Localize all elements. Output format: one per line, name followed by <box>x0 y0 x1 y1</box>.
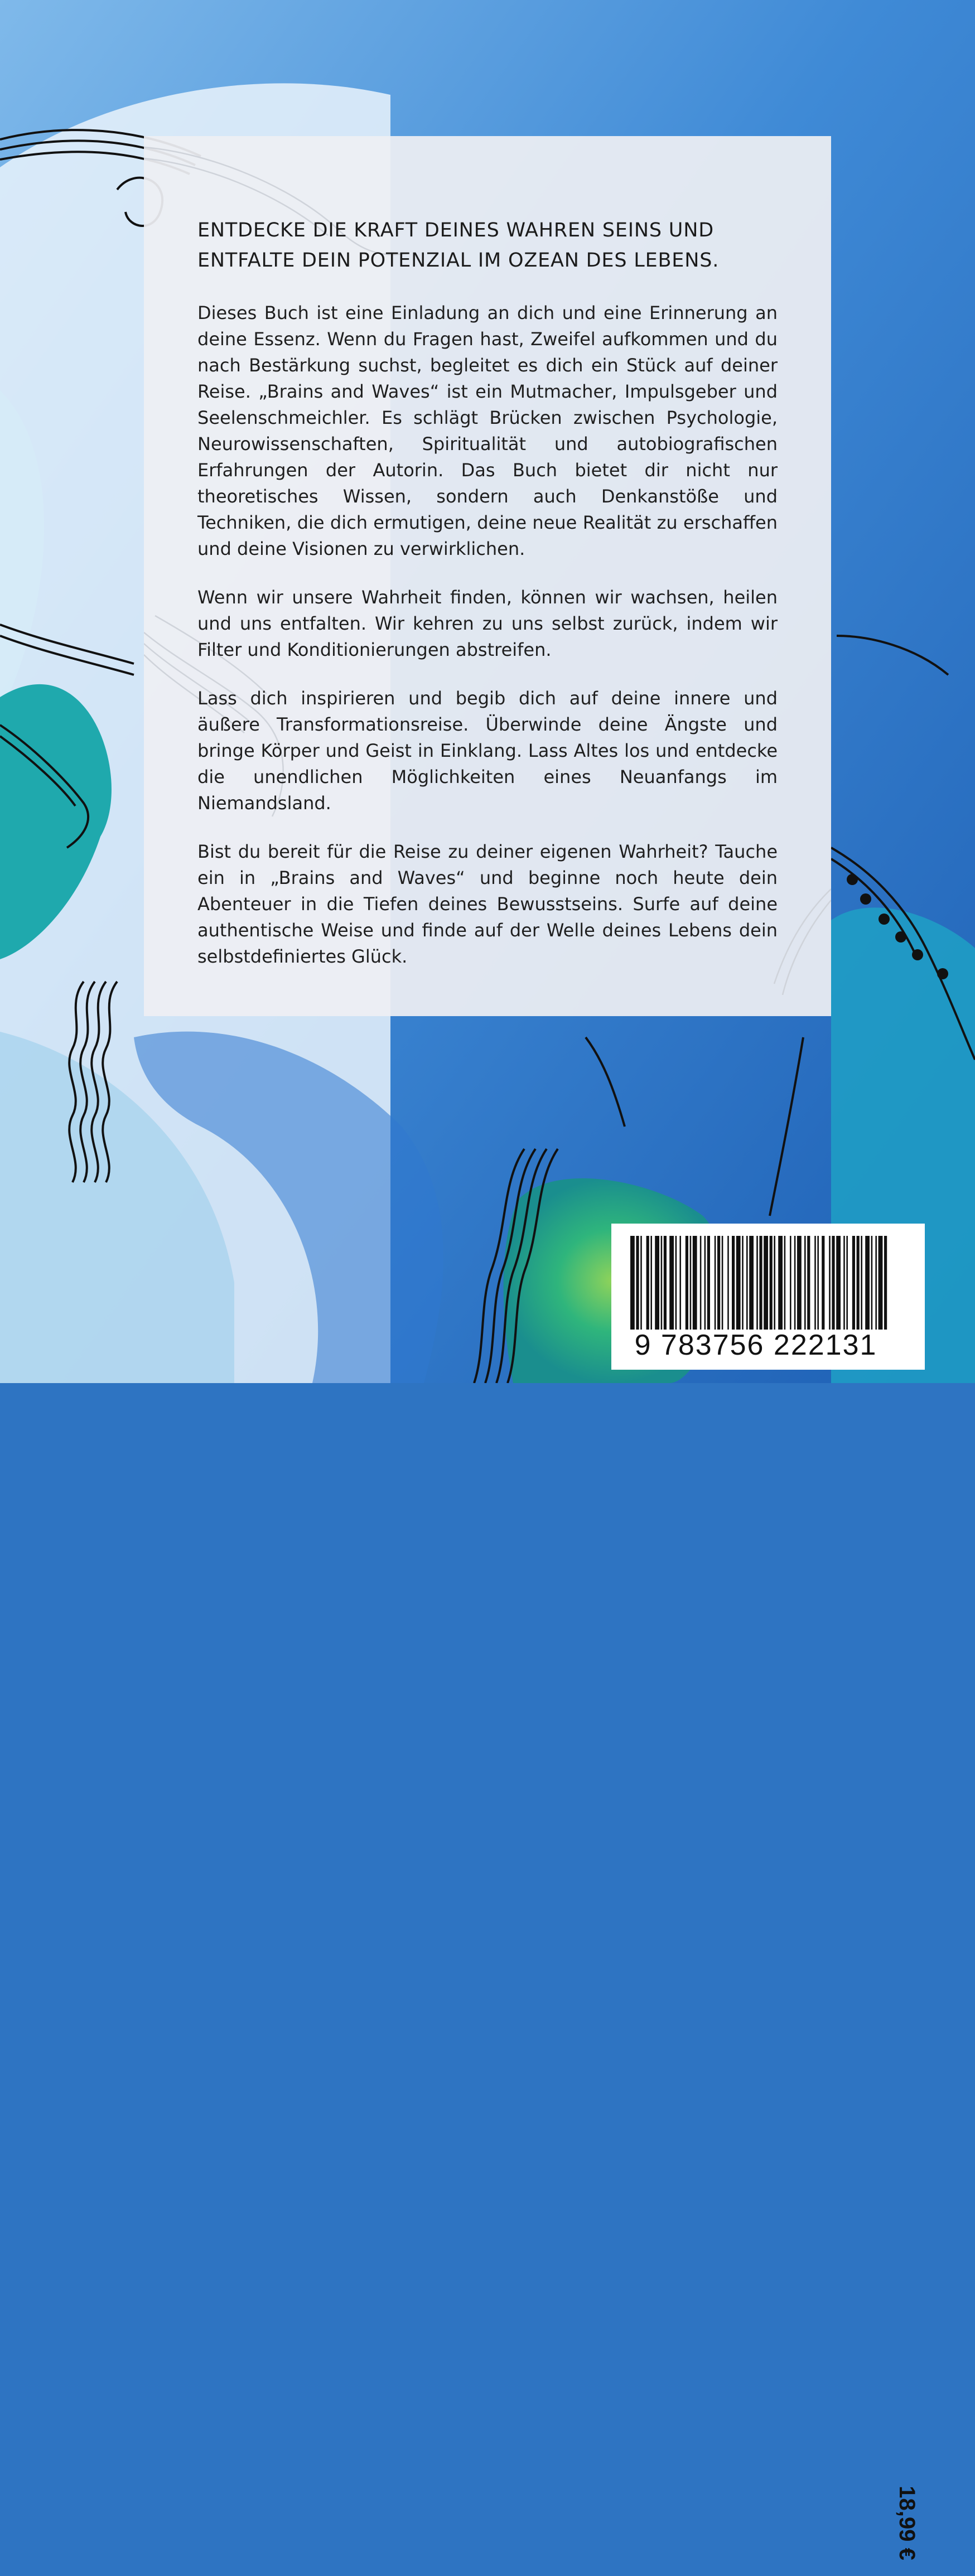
barcode-bar <box>690 1236 692 1330</box>
barcode-bar <box>715 1236 716 1330</box>
barcode-bar <box>736 1236 741 1330</box>
blurb-paragraph-4: Bist du bereit für die Reise zu deiner eigenen Wahrheit? Tauche ein in „Brains and Waves“ und beginne noch heute dein Abenteuer in die Tiefen deines Bewusstseins. Surfe auf deine authentische Weise und finde auf der Welle deines Lebens dein selbstdefiniertes Glück. <box>197 841 778 967</box>
barcode-bar <box>669 1236 674 1330</box>
barcode-bar <box>865 1236 870 1330</box>
barcode-bar <box>707 1236 710 1330</box>
barcode-bar <box>630 1236 635 1330</box>
isbn-digits: 9 783756 222131 <box>634 1329 877 1361</box>
barcode-bar <box>679 1236 681 1330</box>
barcode-bar <box>836 1236 841 1330</box>
barcode-label <box>611 1224 925 2560</box>
barcode-bar <box>749 1236 754 1330</box>
barcode-bar <box>722 1236 723 1330</box>
barcode-bar <box>852 1236 855 1330</box>
barcode-bar <box>700 1236 702 1330</box>
barcode-bar <box>829 1236 831 1330</box>
barcode-bar <box>770 1236 773 1330</box>
barcode-bar <box>814 1236 816 1330</box>
barcode-bar <box>807 1236 810 1330</box>
barcode-bar <box>774 1236 775 1330</box>
barcode-bar <box>640 1236 642 1330</box>
barcode-bar <box>664 1236 667 1330</box>
barcode-bar <box>817 1236 819 1330</box>
barcode-bar <box>732 1236 735 1330</box>
barcode-bar <box>846 1236 848 1330</box>
price-label: 18,99 € <box>895 2486 919 2560</box>
barcode-bar <box>686 1236 688 1330</box>
barcode-bar <box>843 1236 845 1330</box>
barcode-bar <box>704 1236 706 1330</box>
barcode-bar <box>879 1236 883 1330</box>
barcode-bar <box>764 1236 768 1330</box>
headline-line-2: ENTFALTE DEIN POTENZIAL IM OZEAN DES LEBENS. <box>197 249 720 272</box>
barcode-bar <box>661 1236 663 1330</box>
barcode-bar <box>636 1236 639 1330</box>
barcode-bar <box>778 1236 783 1330</box>
barcode-bar <box>742 1236 744 1330</box>
barcode-bar <box>727 1236 729 1330</box>
barcode-bar <box>693 1236 697 1330</box>
barcode-bar <box>790 1236 791 1330</box>
barcode-bar <box>717 1236 720 1330</box>
blurb-panel <box>144 136 831 1016</box>
barcode-bar <box>784 1236 786 1330</box>
headline-line-1: ENTDECKE DIE KRAFT DEINES WAHREN SEINS UND <box>197 219 714 241</box>
blurb-paragraph-1: Dieses Buch ist eine Einladung an dich und eine Erinnerung an deine Essenz. Wenn du Fragen hast, Zweifel aufkommen und du nach Bestärkung suchst, begleitet es dich ein Stück auf deiner Reise. „Brains and Waves“ ist ein Mutmacher, Impulsgeber und Seelenschmeichler. Es schlägt Brücken zwischen Psychologie, Neurowissenschaften, Spiritualität und autobiografischen Erfahrungen der Autorin. Das Buch bietet dir nicht nur theoretisches Wissen, sondern auch Denkanstöße und Techniken, die dich ermutigen, deine neue Realität zu erschaffen und deine Visionen zu verwirklichen. <box>197 302 778 559</box>
barcode-bar <box>884 1236 887 1330</box>
barcode-bars <box>628 1236 890 1330</box>
barcode-bar <box>675 1236 677 1330</box>
barcode-bar <box>646 1236 649 1330</box>
barcode-bar <box>746 1236 748 1330</box>
barcode-bar <box>797 1236 802 1330</box>
barcode-bar <box>861 1236 862 1330</box>
blurb-paragraph-2: Wenn wir unsere Wahrheit finden, können wir wachsen, heilen und uns entfalten. Wir kehren zu uns selbst zurück, indem wir Filter und Konditionierungen abstreifen. <box>197 587 778 660</box>
headline <box>197 215 778 276</box>
barcode-bar <box>756 1236 758 1330</box>
barcode-bar <box>822 1236 824 1330</box>
barcode-bar <box>804 1236 806 1330</box>
barcode-bar <box>857 1236 860 1330</box>
barcode-bar <box>759 1236 762 1330</box>
blurb-paragraph-3: Lass dich inspirieren und begib dich auf deine innere und äußere Transformationsreise. Überwinde deine Ängste und bringe Körper und Geist in Einklang. Lass Altes los und entdecke die unendlichen Möglichkeiten eines Neuanfangs im Niemandsland. <box>197 688 778 814</box>
barcode-bar <box>875 1236 877 1330</box>
barcode-bar <box>794 1236 796 1330</box>
barcode-bar <box>871 1236 873 1330</box>
barcode-bar <box>832 1236 834 1330</box>
barcode-bar <box>655 1236 659 1330</box>
barcode-bar <box>650 1236 652 1330</box>
